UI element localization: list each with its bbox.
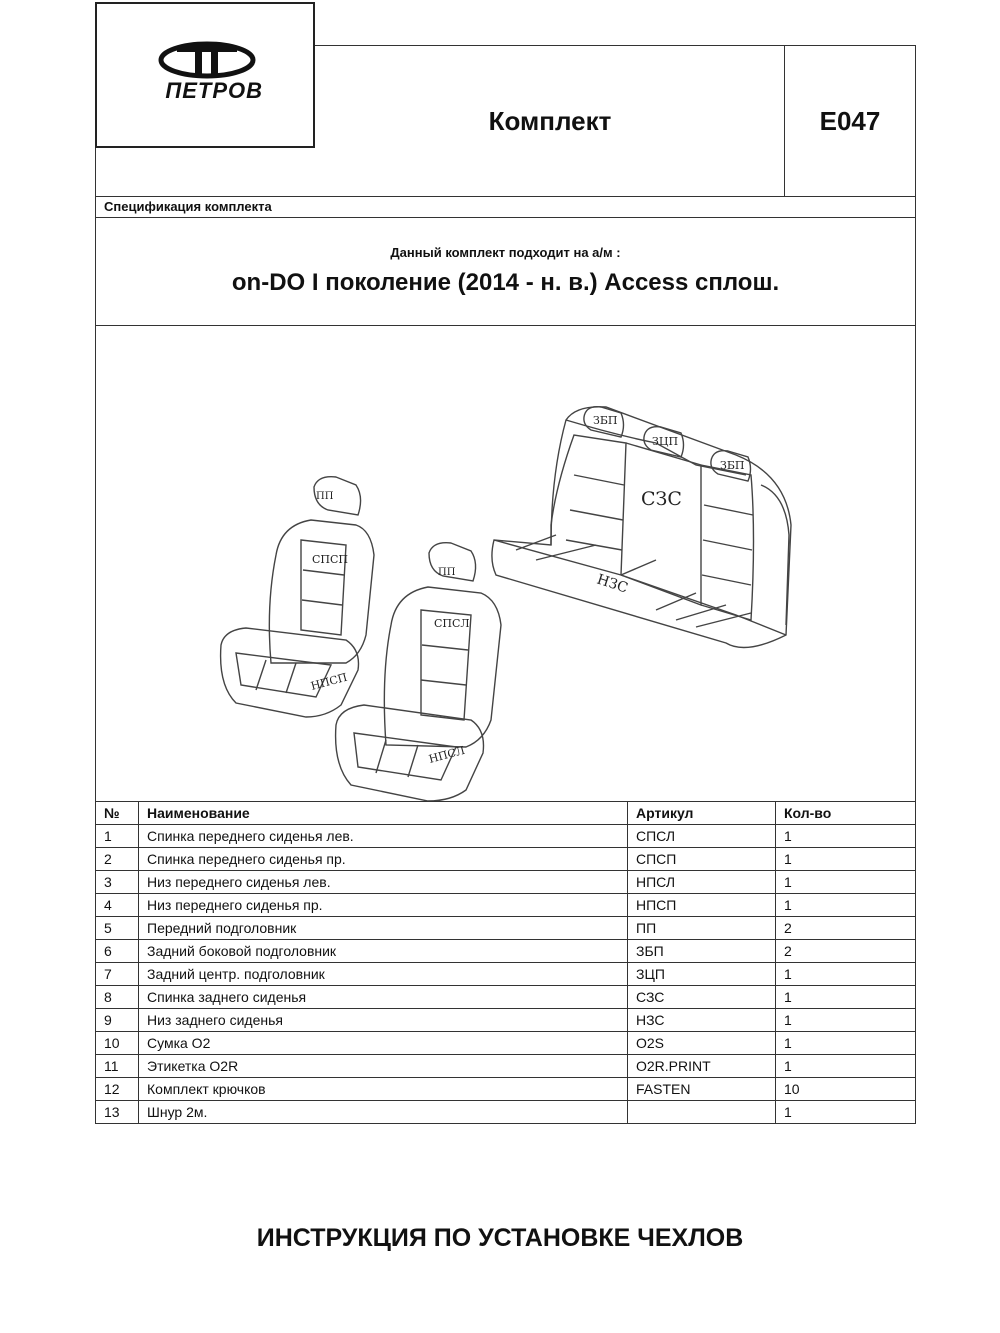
front-left-seat (336, 543, 501, 801)
row-article: НПСП (628, 894, 776, 917)
table-row (96, 963, 916, 986)
row-qty: 1 (776, 963, 916, 986)
row-qty: 1 (776, 1032, 916, 1055)
table-row (96, 871, 916, 894)
table-row (96, 1055, 916, 1078)
row-qty: 1 (776, 1055, 916, 1078)
brand-logo (95, 2, 315, 148)
logo-brand-text: ПЕТРОВ (165, 78, 263, 103)
col-article-header: Артикул (628, 802, 776, 825)
row-name: Низ переднего сиденья лев. (139, 871, 628, 894)
row-number: 6 (96, 940, 139, 963)
row-name: Передний подголовник (139, 917, 628, 940)
row-article: СЗС (628, 986, 776, 1009)
front-right-seat (221, 477, 374, 717)
rear-bench (492, 407, 791, 648)
row-number: 12 (96, 1078, 139, 1101)
row-qty: 1 (776, 986, 916, 1009)
parts-table-body (96, 825, 916, 1124)
row-qty: 1 (776, 871, 916, 894)
label-front-left-back: СПСЛ (434, 617, 470, 630)
row-qty: 2 (776, 940, 916, 963)
row-name: Низ переднего сиденья пр. (139, 894, 628, 917)
instructions-title: ИНСТРУКЦИЯ ПО УСТАНОВКЕ ЧЕХЛОВ (256, 1224, 744, 1252)
kit-code: E047 (819, 106, 881, 136)
row-number: 5 (96, 917, 139, 940)
table-row (96, 1009, 916, 1032)
parts-table (95, 801, 916, 1124)
row-qty: 1 (776, 825, 916, 848)
label-rear-cushion: НЗС (594, 571, 630, 597)
row-name: Задний центр. подголовник (139, 963, 628, 986)
seat-diagram (95, 325, 916, 802)
row-qty: 1 (776, 1009, 916, 1032)
seat-diagram-svg (96, 325, 917, 802)
row-name: Низ заднего сиденья (139, 1009, 628, 1032)
label-rear-right-headrest: ЗБП (720, 459, 745, 472)
label-rear-center-headrest: ЗЦП (652, 435, 679, 448)
row-qty: 1 (776, 848, 916, 871)
row-number: 2 (96, 848, 139, 871)
label-front-right-back: СПСП (312, 553, 349, 566)
row-article: FASTEN (628, 1078, 776, 1101)
row-qty: 1 (776, 894, 916, 917)
row-name: Спинка переднего сиденья пр. (139, 848, 628, 871)
row-name: Сумка O2 (139, 1032, 628, 1055)
row-name: Комплект крючков (139, 1078, 628, 1101)
row-article: ЗБП (628, 940, 776, 963)
spec-label: Спецификация комплекта (95, 196, 916, 218)
row-article: НПСЛ (628, 871, 776, 894)
row-article: НЗС (628, 1009, 776, 1032)
row-qty: 10 (776, 1078, 916, 1101)
table-row (96, 848, 916, 871)
row-number: 9 (96, 1009, 139, 1032)
logo-emblem-icon (157, 40, 257, 80)
row-name: Спинка заднего сиденья (139, 986, 628, 1009)
col-name-header: Наименование (139, 802, 628, 825)
page-title: Комплект (488, 106, 612, 136)
label-rear-left-headrest: ЗБП (593, 414, 618, 427)
row-number: 13 (96, 1101, 139, 1124)
label-rear-back: СЗС (641, 488, 682, 510)
row-article: ПП (628, 917, 776, 940)
table-row (96, 986, 916, 1009)
table-row (96, 1032, 916, 1055)
table-row (96, 894, 916, 917)
row-number: 8 (96, 986, 139, 1009)
row-name: Шнур 2м. (139, 1101, 628, 1124)
row-article: O2S (628, 1032, 776, 1055)
fitment-model: on-DO I поколение (2014 - н. в.) Access сплош. (231, 269, 780, 296)
fitment-box (95, 217, 916, 326)
table-row (96, 940, 916, 963)
row-article (628, 1101, 776, 1124)
label-front-left-headrest: ПП (438, 567, 456, 578)
table-header-row (96, 802, 916, 825)
table-row (96, 1078, 916, 1101)
row-qty: 2 (776, 917, 916, 940)
row-number: 3 (96, 871, 139, 894)
row-number: 10 (96, 1032, 139, 1055)
table-row (96, 825, 916, 848)
row-number: 11 (96, 1055, 139, 1078)
row-article: ЗЦП (628, 963, 776, 986)
table-row (96, 1101, 916, 1124)
row-article: СПСЛ (628, 825, 776, 848)
label-front-right-cushion: НПСП (309, 670, 349, 693)
row-number: 4 (96, 894, 139, 917)
row-number: 1 (96, 825, 139, 848)
col-number-header: № (96, 802, 139, 825)
row-number: 7 (96, 963, 139, 986)
row-name: Спинка переднего сиденья лев. (139, 825, 628, 848)
label-front-left-cushion: НПСЛ (427, 743, 467, 766)
table-row (96, 917, 916, 940)
col-qty-header: Кол-во (776, 802, 916, 825)
label-front-right-headrest: ПП (316, 491, 334, 502)
row-article: O2R.PRINT (628, 1055, 776, 1078)
row-name: Этикетка O2R (139, 1055, 628, 1078)
fitment-intro: Данный комплект подходит на а/м : (390, 245, 621, 260)
row-article: СПСП (628, 848, 776, 871)
row-qty: 1 (776, 1101, 916, 1124)
row-name: Задний боковой подголовник (139, 940, 628, 963)
